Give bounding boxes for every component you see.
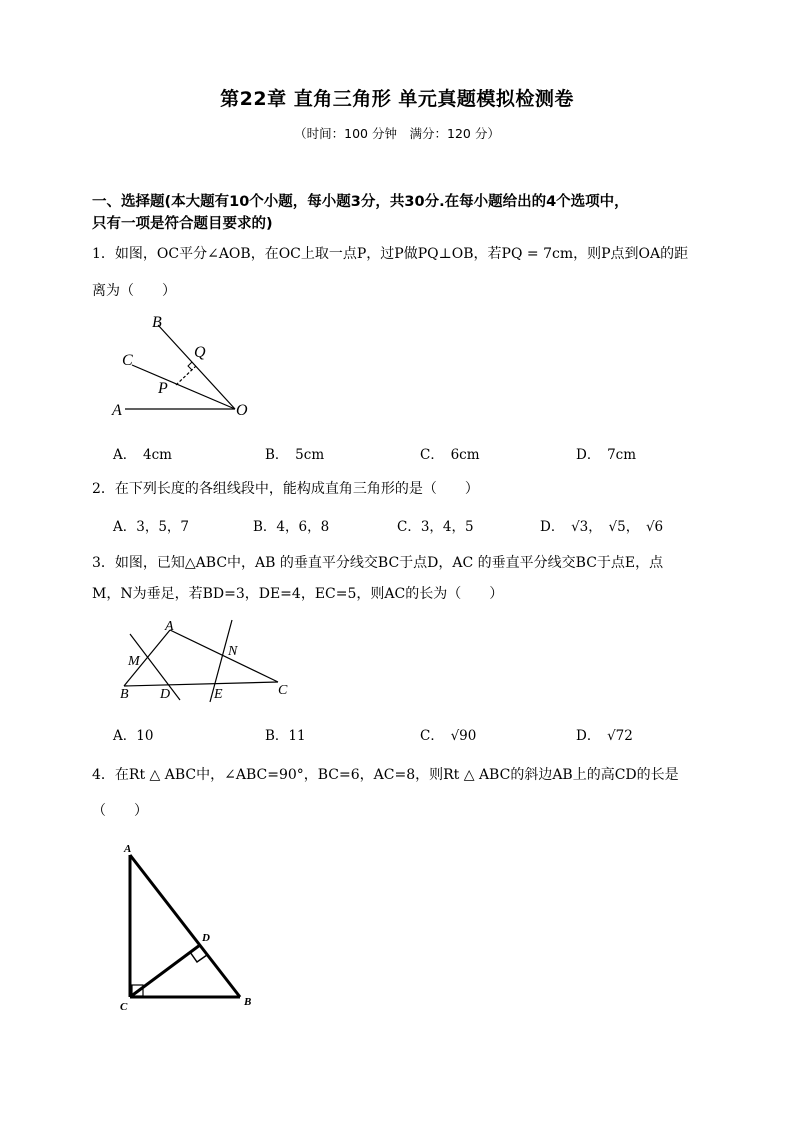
q2-stem: 2．在下列长度的各组线段中，能构成直角三角形的是（ ） — [92, 481, 479, 497]
q3-figure — [108, 610, 298, 710]
q4-stem-line1: 4．在Rt △ ABC中，∠ABC=90°，BC=6，AC=8，则Rt △ ABC的斜边AB上的高CD的长是 — [92, 767, 679, 783]
q1-option-b: B． 5cm — [265, 447, 325, 463]
q1-label-B: B — [152, 314, 162, 331]
q2-option-c: C．3，4，5 — [397, 519, 474, 535]
q3-option-d: D． √72 — [576, 728, 633, 744]
q1-option-d: D． 7cm — [576, 447, 637, 463]
q1-label-O: O — [236, 402, 248, 419]
q1-label-C: C — [122, 352, 133, 369]
q4-figure — [110, 835, 270, 1020]
q3-label-E: E — [214, 687, 223, 702]
q3-option-c: C． √90 — [420, 728, 477, 744]
page-title: 第22章 直角三角形 单元真题模拟检测卷 — [220, 88, 574, 110]
q1-option-a: A． 4cm — [113, 447, 172, 463]
q2-option-b: B．4，6，8 — [253, 519, 330, 535]
q1-label-Q: Q — [194, 344, 206, 361]
q3-label-D: D — [160, 687, 171, 702]
q1-stem-line1: 1．如图，OC平分∠AOB，在OC上取一点P，过P做PQ⊥OB，若PQ = 7cm，则P点到OA的距 — [92, 246, 689, 262]
q3-label-M: M — [128, 654, 140, 669]
q3-label-B: B — [120, 687, 129, 702]
exam-info: （时间：100 分钟 满分：120 分） — [294, 126, 500, 141]
q3-label-A: A — [165, 619, 174, 634]
q3-label-C: C — [278, 683, 288, 698]
q2-option-a: A．3，5，7 — [113, 519, 190, 535]
q4-label-A: A — [124, 843, 132, 855]
section-heading-line2: 只有一项是符合题目要求的) — [92, 216, 273, 232]
q3-stem-line2: M，N为垂足，若BD=3，DE=4，EC=5，则AC的长为（ ） — [92, 586, 504, 602]
q4-label-D: D — [202, 932, 210, 944]
section-heading-line1: 一、选择题(本大题有10个小题，每小题3分，共30分.在每小题给出的4个选项中， — [92, 194, 629, 210]
q3-label-N: N — [228, 644, 238, 659]
q2-option-d: D． √3， √5， √6 — [540, 519, 664, 535]
q3-stem-line1: 3．如图，已知△ABC中，AB 的垂直平分线交BC于点D，AC 的垂直平分线交BC于点E，点 — [92, 555, 664, 571]
q3-option-a: A．10 — [113, 728, 154, 744]
q3-option-b: B．11 — [265, 728, 306, 744]
q4-label-C: C — [120, 1001, 128, 1013]
q1-figure — [100, 305, 270, 425]
q4-stem-line2: （ ） — [92, 803, 148, 819]
q1-option-c: C． 6cm — [420, 447, 480, 463]
q1-label-P: P — [158, 380, 168, 397]
q4-label-B: B — [244, 996, 252, 1008]
q1-stem-line2: 离为（ ） — [92, 283, 176, 299]
q1-label-A: A — [112, 402, 122, 419]
